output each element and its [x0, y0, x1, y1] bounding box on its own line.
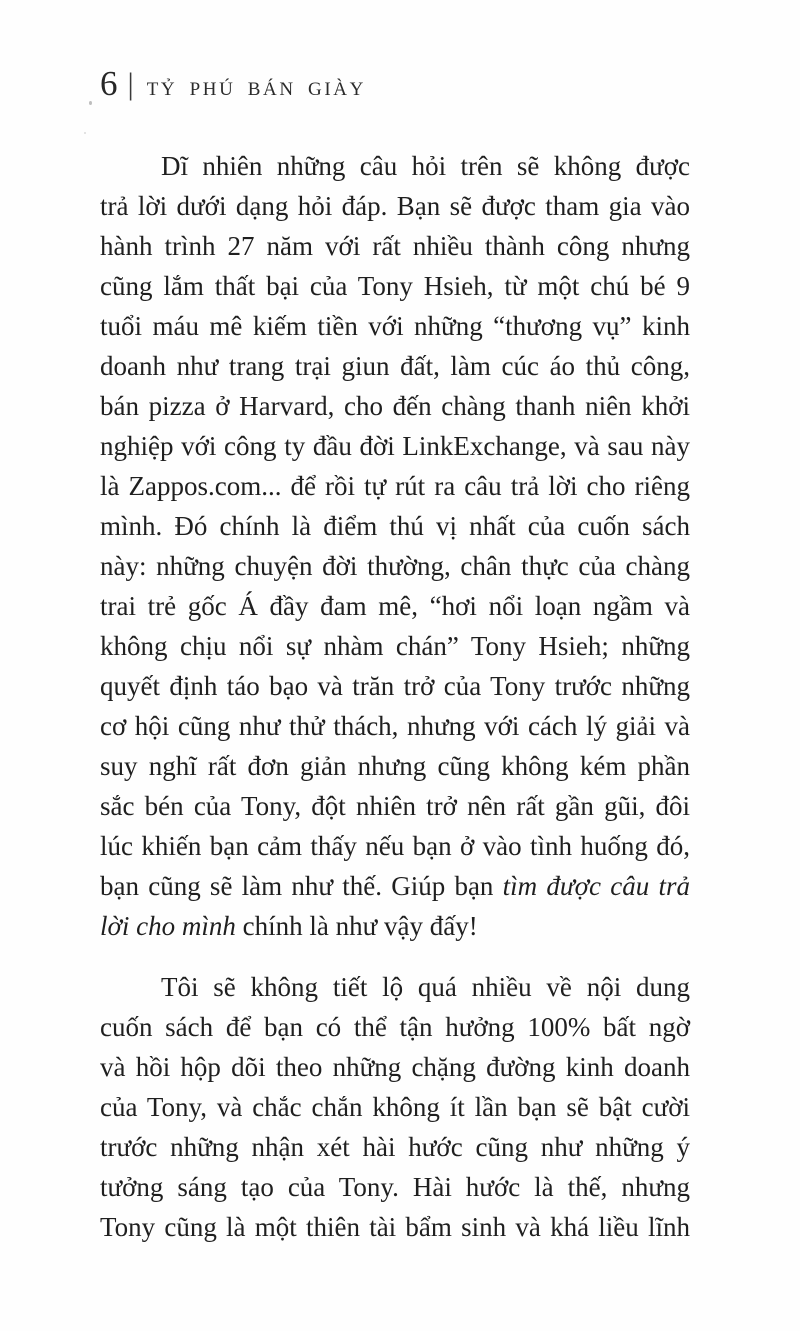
text-line — [100, 1207, 690, 1247]
text-line — [100, 306, 690, 346]
paragraph — [100, 146, 690, 946]
text-line — [100, 1087, 690, 1127]
text-segment: cơ hội cũng như thử thách, nhưng với cách lý giải và — [100, 711, 690, 741]
text-segment: chính là như vậy đấy! — [235, 911, 478, 941]
text-segment: trước những nhận xét hài hước cũng như những ý — [100, 1132, 690, 1162]
text-line — [100, 1047, 690, 1087]
text-segment: cũng lắm thất bại của Tony Hsieh, từ một chú bé 9 — [100, 271, 690, 301]
scan-speck — [84, 132, 86, 134]
text-segment: trai trẻ gốc Á đầy đam mê, “hơi nổi loạn ngầm và — [100, 591, 690, 621]
text-segment: trả lời dưới dạng hỏi đáp. Bạn sẽ được tham gia vào — [100, 191, 690, 221]
text-segment: doanh như trang trại giun đất, làm cúc áo thủ công, — [100, 351, 690, 381]
text-line — [100, 866, 690, 906]
text-segment: bán pizza ở Harvard, cho đến chàng thanh niên khởi — [100, 391, 690, 421]
italic-text-segment: lời cho mình — [100, 911, 236, 941]
text-line — [100, 146, 690, 186]
text-segment: sắc bén của Tony, đột nhiên trở nên rất gần gũi, đôi — [100, 791, 690, 821]
text-line — [100, 786, 690, 826]
text-segment: này: những chuyện đời thường, chân thực của chàng — [100, 551, 690, 581]
book-title: TỶ PHÚ BÁN GIÀY — [146, 79, 366, 100]
text-line — [100, 466, 690, 506]
text-line — [100, 626, 690, 666]
text-segment: mình. Đó chính là điểm thú vị nhất của cuốn sách — [100, 511, 690, 541]
text-segment: lúc khiến bạn cảm thấy nếu bạn ở vào tình huống đó, — [100, 831, 690, 861]
text-line — [100, 386, 690, 426]
text-segment: quyết định táo bạo và trăn trở của Tony trước những — [100, 671, 690, 701]
text-segment: và hồi hộp dõi theo những chặng đường kinh doanh — [100, 1052, 690, 1082]
text-line — [100, 346, 690, 386]
italic-text-segment: tìm được câu trả — [502, 871, 690, 901]
text-segment: là Zappos.com... để rồi tự rút ra câu trả lời cho riêng — [100, 471, 690, 501]
text-segment: cuốn sách để bạn có thể tận hưởng 100% bất ngờ — [100, 1012, 690, 1042]
text-segment: của Tony, và chắc chắn không ít lần bạn sẽ bật cười — [100, 1092, 690, 1122]
text-line — [100, 186, 690, 226]
text-line — [100, 226, 690, 266]
text-segment: tuổi máu mê kiếm tiền với những “thương vụ” kinh — [100, 311, 690, 341]
text-line — [100, 1127, 690, 1167]
text-segment: Dĩ nhiên những câu hỏi trên sẽ không được — [161, 151, 690, 181]
text-line — [100, 586, 690, 626]
paragraph — [100, 967, 690, 1247]
text-segment: suy nghĩ rất đơn giản nhưng cũng không kém phần — [100, 751, 690, 781]
text-line — [100, 266, 690, 306]
text-line — [100, 967, 690, 1007]
text-segment: hành trình 27 năm với rất nhiều thành công nhưng — [100, 231, 690, 261]
text-segment: nghiệp với công ty đầu đời LinkExchange, và sau này — [100, 431, 690, 461]
text-line — [100, 906, 690, 946]
text-line — [100, 546, 690, 586]
text-segment: không chịu nổi sự nhàm chán” Tony Hsieh; những — [100, 631, 690, 661]
page-body-text — [100, 146, 690, 1247]
text-line — [100, 746, 690, 786]
text-line — [100, 706, 690, 746]
page-number: 6 — [100, 64, 118, 103]
text-line — [100, 1007, 690, 1047]
text-segment: tưởng sáng tạo của Tony. Hài hước là thế, nhưng — [100, 1172, 690, 1202]
text-line — [100, 506, 690, 546]
scan-speck — [89, 101, 92, 105]
header-separator: | — [127, 66, 134, 101]
text-line — [100, 666, 690, 706]
text-line — [100, 1167, 690, 1207]
text-line — [100, 826, 690, 866]
text-segment: bạn cũng sẽ làm như thế. Giúp bạn — [100, 871, 503, 901]
page-header — [100, 66, 366, 103]
text-segment: Tony cũng là một thiên tài bẩm sinh và khá liều lĩnh — [100, 1212, 690, 1242]
text-segment: Tôi sẽ không tiết lộ quá nhiều về nội dung — [161, 972, 690, 1002]
text-line — [100, 426, 690, 466]
